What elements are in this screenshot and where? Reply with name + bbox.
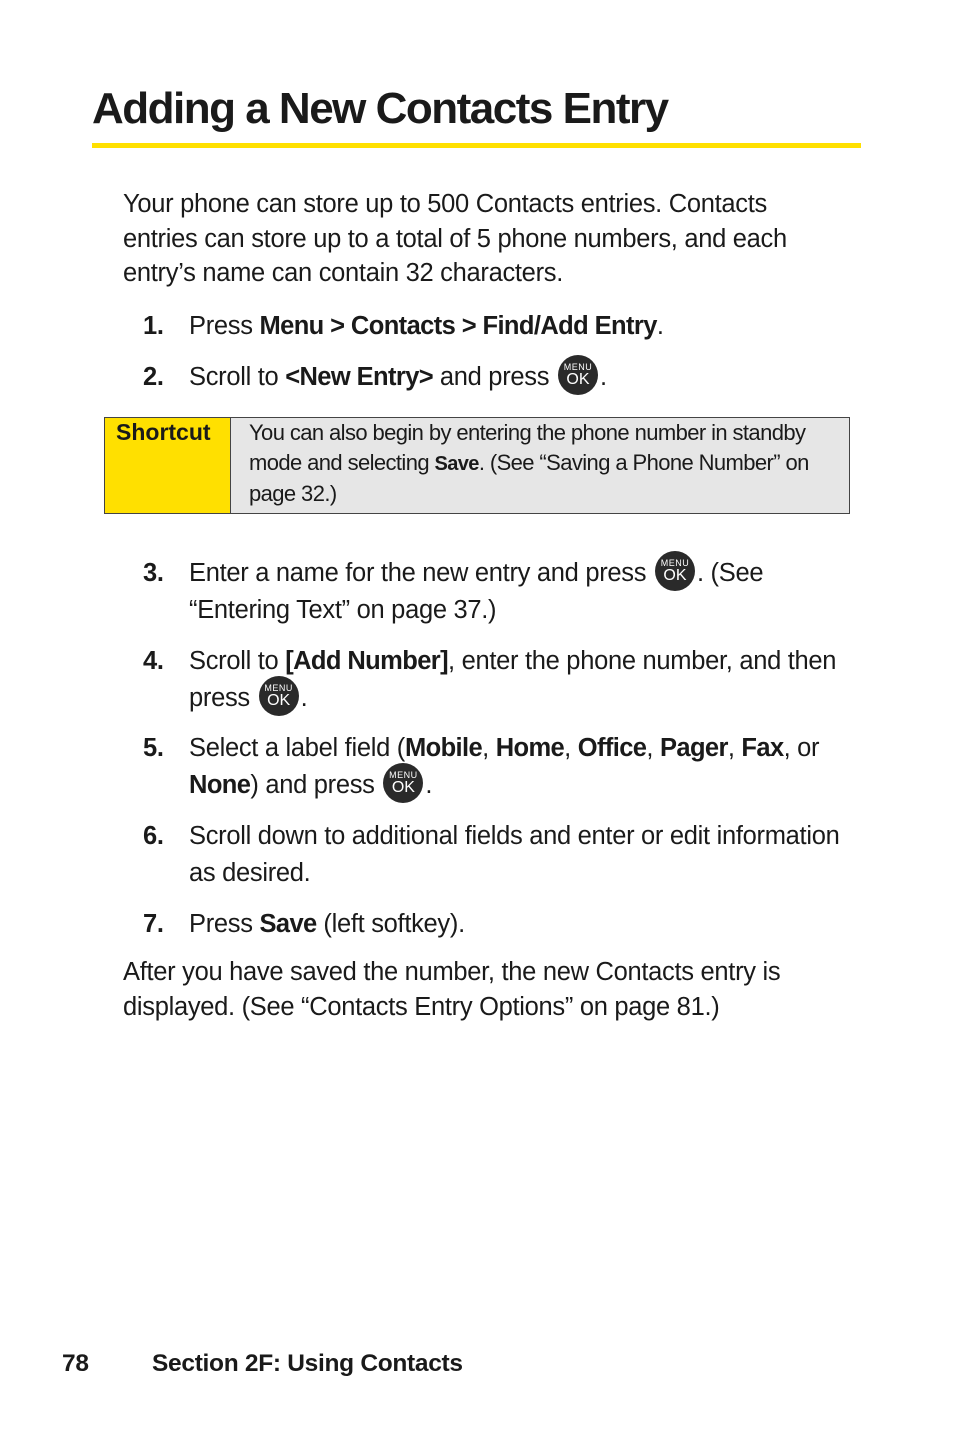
shortcut-label: Shortcut	[105, 418, 231, 513]
menu-ok-key-icon: MENU OK	[655, 551, 695, 591]
save-softkey-label: Save	[259, 910, 317, 938]
menu-path: Menu > Contacts > Find/Add Entry	[259, 312, 657, 340]
page-number: 78	[62, 1350, 89, 1377]
page-title: Adding a New Contacts Entry	[92, 84, 668, 133]
section-title: Section 2F: Using Contacts	[152, 1350, 463, 1377]
step-2: 2. Scroll to <New Entry> and press MENU OK .	[143, 359, 843, 396]
step-7: 7. Press Save (left softkey).	[143, 906, 843, 943]
shortcut-text: You can also begin by entering the phone number in standby mode and selecting Save. (See “Saving a Phone Number” on page 32.)	[231, 418, 849, 513]
step-number: 7.	[143, 910, 164, 938]
menu-ok-key-icon: MENU OK	[558, 355, 598, 395]
step-number: 3.	[143, 559, 164, 587]
step-number: 6.	[143, 822, 164, 850]
menu-ok-key-icon: MENU OK	[383, 763, 423, 803]
step-number: 5.	[143, 734, 164, 762]
step-number: 1.	[143, 312, 164, 340]
step-6: 6. Scroll down to additional fields and enter or edit information as desired.	[143, 818, 843, 891]
outro-paragraph: After you have saved the number, the new Contacts entry is displayed. (See “Contacts Entry Options” on page 81.)	[123, 958, 781, 1021]
step-3: 3. Enter a name for the new entry and press MENU OK . (See “Entering Text” on page 37.)	[143, 555, 843, 628]
menu-ok-key-icon: MENU OK	[259, 676, 299, 716]
title-underline	[92, 143, 861, 148]
step-1: 1. Press Menu > Contacts > Find/Add Entry.	[143, 308, 843, 345]
add-number-option: [Add Number]	[285, 647, 448, 675]
step-4: 4. Scroll to [Add Number], enter the phone number, and then press MENU OK .	[143, 643, 843, 716]
step-number: 4.	[143, 647, 164, 675]
step-5: 5. Select a label field (Mobile, Home, Office, Pager, Fax, or None) and press MENU OK .	[143, 730, 843, 803]
step-number: 2.	[143, 363, 164, 391]
intro-paragraph: Your phone can store up to 500 Contacts entries. Contacts entries can store up to a total of 5 phone numbers, and each entry’s name can contain 32 characters.	[123, 190, 787, 287]
new-entry-option: <New Entry>	[285, 363, 434, 391]
shortcut-note	[104, 417, 850, 514]
